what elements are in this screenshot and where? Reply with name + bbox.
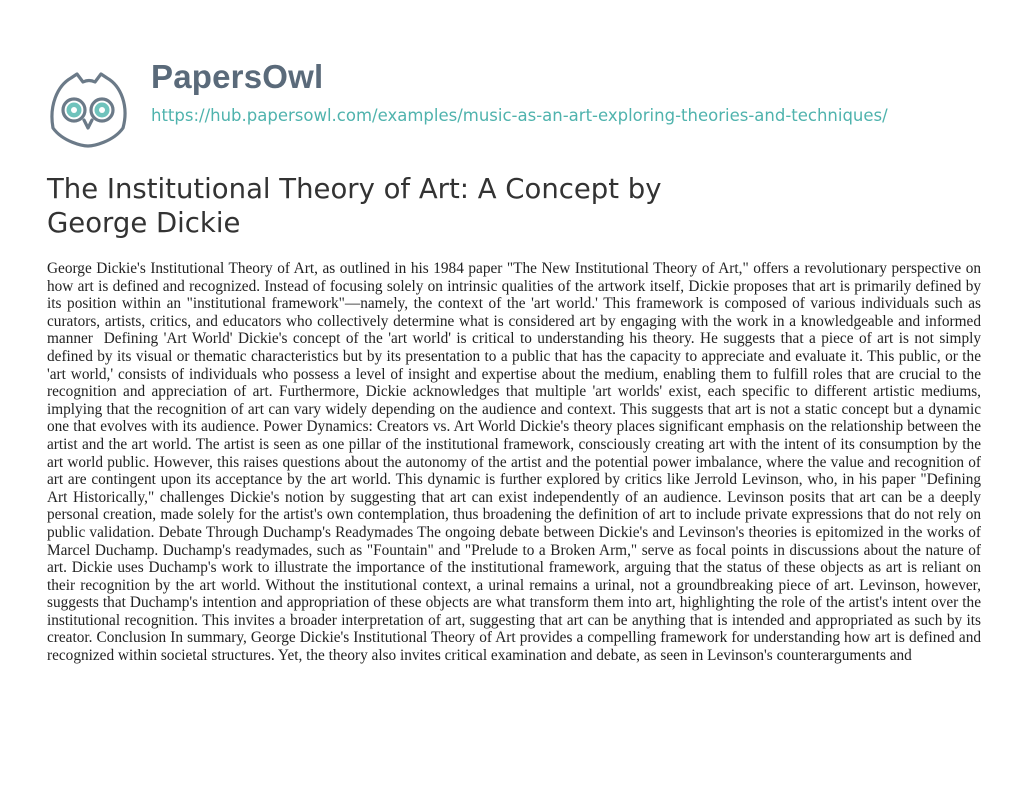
owl-icon bbox=[47, 66, 129, 148]
page-title: The Institutional Theory of Art: A Concept by George Dickie bbox=[47, 173, 662, 239]
article-body: George Dickie's Institutional Theory of Art, as outlined in his 1984 paper "The New Institutional Theory of Art," offers a revolutionary perspective on how art is defined and recognized. Instead of focusing solely on intrinsic qualities of the artwork itself, Dickie proposes that art is primarily defined by its position within an "institutional framework"—namely, the context of the 'art world.' This framework is composed of various individuals such as curators, artists, critics, and educators who collectively determine what is considered art by engaging with the work in a knowledgeable and informed manner Defining 'Art World' Dickie's concept of the 'art world' is critical to understanding his theory. He suggests that a piece of art is not simply defined by its visual or thematic characteristics but by its presentation to a public that has the capacity to appreciate and evaluate it. This public, or the 'art world,' consists of individuals who possess a level of insight and expertise about the medium, enabling them to fulfill roles that are crucial to the recognition and appreciation of art. Furthermore, Dickie acknowledges that multiple 'art worlds' exist, each specific to different artistic mediums, implying that the recognition of art can vary widely depending on the audience and context. This suggests that art is not a static concept but a dynamic one that evolves with its audience. Power Dynamics: Creators vs. Art World Dickie's theory places significant emphasis on the relationship between the artist and the art world. The artist is seen as one pillar of the institutional framework, consciously creating art with the intent of its consumption by the art world public. However, this raises questions about the autonomy of the artist and the potential power imbalance, where the value and recognition of art are contingent upon its acceptance by the art world. This dynamic is further explored by critics like Jerrold Levinson, who, in his paper "Defining Art Historically," challenges Dickie's notion by suggesting that art can exist independently of an audience. Levinson posits that art can be a deeply personal creation, made solely for the artist's own contemplation, thus broadening the definition of art to include private expressions that do not rely on public validation. Debate Through Duchamp's Readymades The ongoing debate between Dickie's and Levinson's theories is epitomized in the works of Marcel Duchamp. Duchamp's readymades, such as "Fountain" and "Prelude to a Broken Arm," serve as focal points in discussions about the nature of art. Dickie uses Duchamp's work to illustrate the importance of the institutional framework, arguing that the status of these objects as art is reliant on their recognition by the art world. Without the institutional context, a urinal remains a urinal, not a groundbreaking piece of art. Levinson, however, suggests that Duchamp's intention and appropriation of these objects are what transform them into art, highlighting the role of the artist's intent over the institutional recognition. This invites a broader interpretation of art, suggesting that art can be anything that is intended and appropriated as such by its creator. Conclusion In summary, George Dickie's Institutional Theory of Art provides a compelling framework for understanding how art is defined and recognized within societal structures. Yet, the theory also invites critical examination and debate, as seen in Levinson's counterarguments and bbox=[47, 260, 985, 665]
brand-name: PapersOwl bbox=[151, 58, 324, 95]
source-url[interactable]: https://hub.papersowl.com/examples/music-as-an-art-exploring-theories-and-techniques/ bbox=[151, 106, 888, 125]
site-header bbox=[47, 32, 977, 142]
